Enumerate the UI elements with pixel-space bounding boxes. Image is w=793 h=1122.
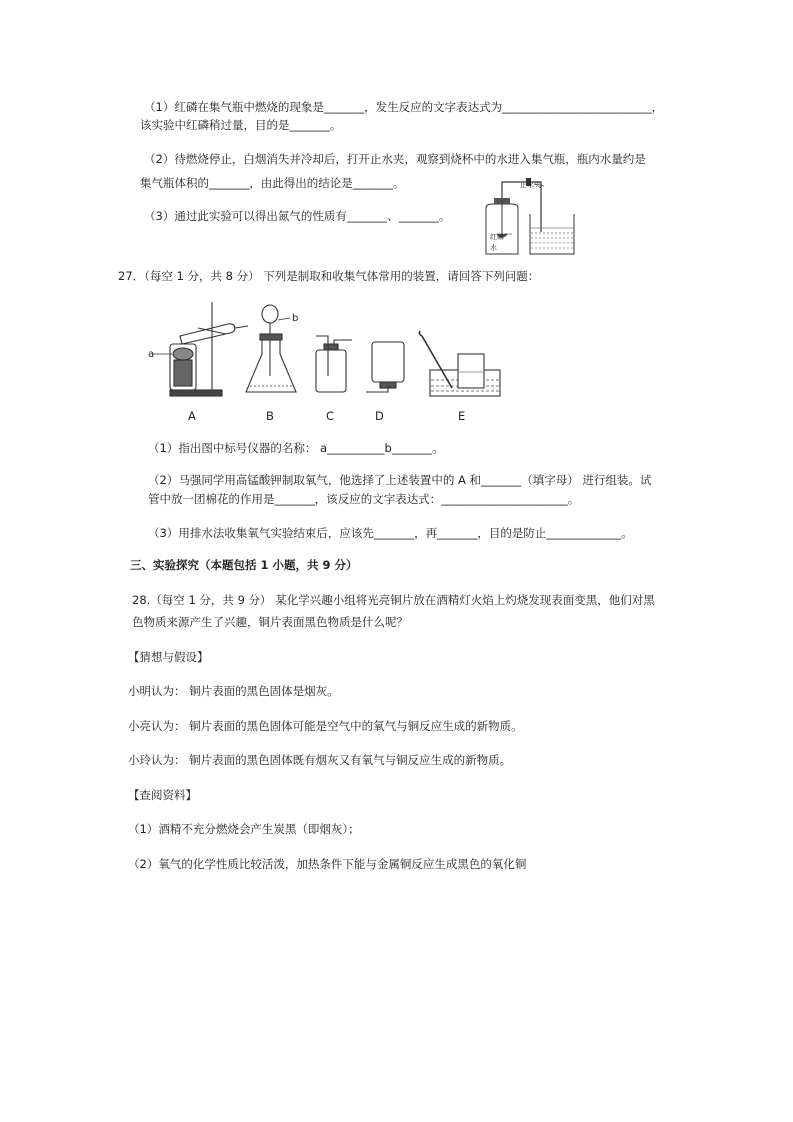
section3-title: 三、实验探究（本题包括 1 小题，共 9 分）	[130, 558, 358, 572]
q27-part3: （3）用排水法收集氧气实验结束后，应该先_______，再_______，目的是防止_____________。	[148, 526, 633, 540]
q26-part1-line1: （1）红磷在集气瓶中燃烧的现象是_______，发生反应的文字表达式为__________________________，	[144, 100, 664, 114]
apparatus-letter-b: B	[266, 409, 274, 423]
label-red-phosphorus: 红磷	[490, 233, 504, 241]
apparatus-letter-c: C	[326, 409, 335, 423]
info-item-2: （2）氧气的化学性质比较活泼，加热条件下能与金属铜反应生成黑色的氧化铜	[128, 857, 527, 871]
xiaoming-guess: 小明认为： 铜片表面的黑色固体是烟灰。	[128, 684, 339, 698]
info-title: 【查阅资料】	[128, 788, 197, 802]
gas-apparatus-figure	[140, 296, 520, 426]
q28-header-line2: 色物质来源产生了兴趣，铜片表面黑色物质是什么呢？	[132, 615, 408, 629]
apparatus-a	[152, 302, 248, 396]
q26-part1-line2: 该实验中红磷稍过量，目的是_______。	[140, 118, 342, 132]
apparatus-letter-e: E	[458, 409, 466, 423]
q27-part1: （1）指出图中标号仪器的名称： a__________b_______。	[148, 441, 444, 455]
q27-header: 27．（每空 1 分，共 8 分） 下列是制取和收集气体常用的装置，请回答下列问题：	[118, 269, 540, 283]
q27-part2-line2: 管中放一团棉花的作用是_______，该反应的文字表达式：______________________。	[148, 492, 580, 506]
xiaoling-guess: 小玲认为： 铜片表面的黑色固体既有烟灰又有氧气与铜反应生成的新物质。	[128, 753, 512, 767]
q26-part3: （3）通过此实验可以得出氮气的性质有_______、_______。	[144, 209, 451, 223]
apparatus-c	[316, 336, 352, 392]
label-clamp: 止水夹	[520, 181, 541, 189]
label-water: 水	[490, 244, 497, 252]
apparatus-b	[246, 305, 299, 392]
xiaoliang-guess: 小亮认为： 铜片表面的黑色固体可能是空气中的氧气与铜反应生成的新物质。	[128, 719, 523, 733]
apparatus-letter-d: D	[375, 409, 384, 423]
q26-part2-line1: （2）待燃烧停止，白烟消失并冷却后，打开止水夹，观察到烧杯中的水进入集气瓶，瓶内水量约是	[144, 152, 646, 166]
marker-a: a	[148, 349, 155, 360]
info-item-1: （1）酒精不充分燃烧会产生炭黑（即烟灰）；	[128, 822, 360, 836]
q28-header-line1: 28.（每空 1 分，共 9 分） 某化学兴趣小组将光亮铜片放在酒精灯火焰上灼烧发现表面变黑，他们对黑	[132, 593, 655, 607]
apparatus-e	[419, 331, 500, 396]
phosphorus-apparatus-figure	[478, 176, 580, 258]
apparatus-d	[366, 342, 404, 392]
apparatus-letter-a: A	[188, 409, 196, 423]
q26-part2-line2: 集气瓶体积的_______，由此得出的结论是_______。	[140, 176, 405, 190]
q27-part2-line1: （2）马强同学用高锰酸钾制取氧气，他选择了上述装置中的 A 和_______（填字母） 进行组装。试	[148, 473, 652, 487]
guess-title: 【猜想与假设】	[128, 650, 209, 664]
marker-b: b	[292, 313, 299, 324]
